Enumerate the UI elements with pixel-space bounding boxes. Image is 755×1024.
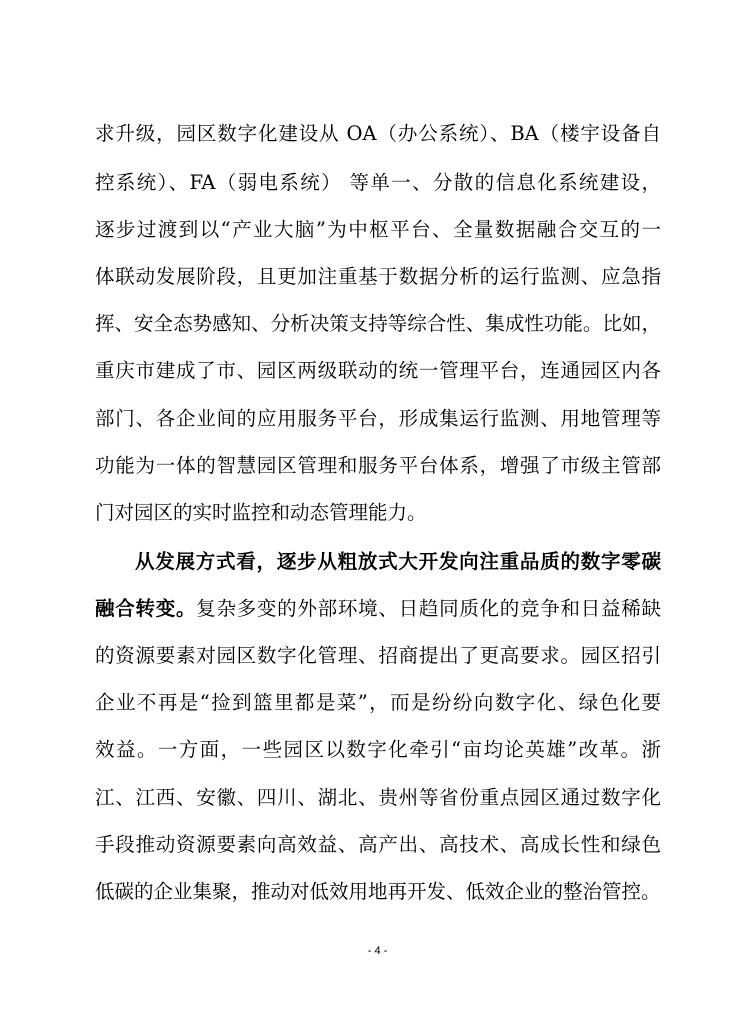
text-line: 功能为一体的智慧园区管理和服务平台体系，增强了市级主管部 [95, 454, 661, 477]
text-line: 重庆市建成了市、园区两级联动的统一管理平台，连通园区内各 [95, 359, 661, 382]
text-line: 逐步过渡到以“产业大脑”为中枢平台、全量数据融合交互的一 [95, 218, 661, 241]
text-line: 体联动发展阶段，且更加注重基于数据分析的运行监测、应急指 [95, 265, 661, 288]
text-line [95, 596, 661, 622]
text-line: 求升级，园区数字化建设从 OA（办公系统）、BA（楼宇设备自 [95, 122, 661, 145]
text-line: 低碳的企业集聚，推动对低效用地再开发、低效企业的整治管控。 [95, 880, 661, 903]
page-number: - 4 - [367, 945, 388, 957]
text-line: 门对园区的实时监控和动态管理能力。 [95, 501, 427, 524]
text-line: 挥、安全态势感知、分析决策支持等综合性、集成性功能。比如， [95, 312, 661, 335]
text-line: 手段推动资源要素向高效益、高产出、高技术、高成长性和绿色 [95, 833, 661, 856]
bold-heading-line: 从发展方式看，逐步从粗放式大开发向注重品质的数字零碳 [135, 550, 661, 573]
text-line: 部门、各企业间的应用服务平台，形成集运行监测、用地管理等 [95, 407, 661, 430]
text-line: 企业不再是“捡到篮里都是菜”，而是纷纷向数字化、绿色化要 [95, 691, 661, 714]
text-span: 复杂多变的外部环境、日趋同质化的竞争和日益稀缺 [196, 597, 661, 620]
text-line: 的资源要素对园区数字化管理、招商提出了更高要求。园区招引 [95, 644, 661, 667]
text-line: 控系统）、FA（弱电系统） 等单一、分散的信息化系统建设， [95, 171, 661, 194]
text-line: 江、江西、安徽、四川、湖北、贵州等省份重点园区通过数字化 [95, 786, 661, 809]
text-line: 效益。一方面，一些园区以数字化牵引“亩均论英雄”改革。浙 [95, 738, 661, 761]
bold-heading-end: 融合转变。 [95, 597, 197, 620]
